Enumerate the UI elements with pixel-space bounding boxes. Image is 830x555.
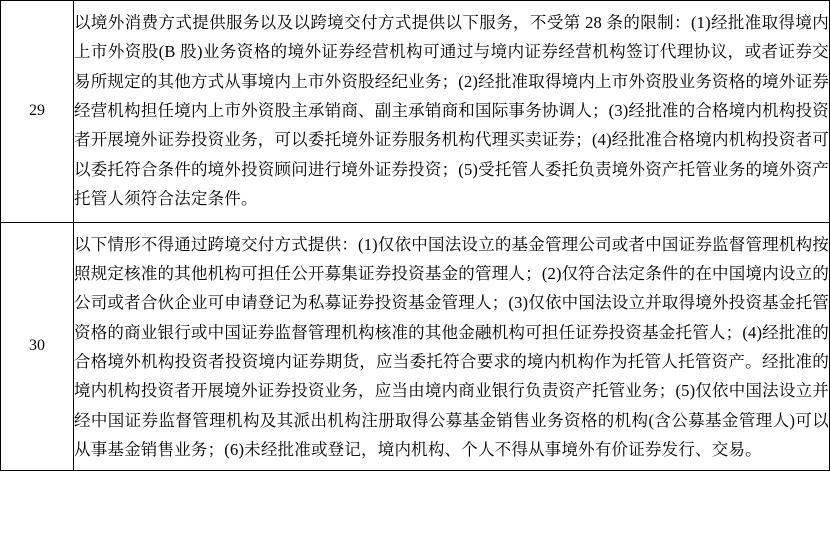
row-content-cell [74,222,830,471]
provision-text: 以境外消费方式提供服务以及以跨境交付方式提供以下服务，不受第 28 条的限制：(1)经批准取得境内上市外资股(B 股)业务资格的境外证券经营机构可通过与境内证券经营机构签订代理协议，或者证券交易所规定的其他方式从事境内上市外资股经纪业务；(2)经批准取得境内上市外资股业务资格的境外证券经营机构担任境内上市外资股主承销商、副主承销商和国际事务协调人；(3)经批准的合格境内机构投资者开展境外证券投资业务，可以委托境外证券服务机构代理买卖证券；(4)经批准合格境内机构投资者可以委托符合条件的境外投资顾问进行境外证券投资；(5)受托管人委托负责境外资产托管业务的境外资产托管人须符合法定条件。 [74,13,829,209]
table-body [1,1,830,471]
row-number-cell: 30 [1,222,74,471]
row-content-cell [74,1,830,223]
table-row [1,1,830,223]
provision-text: 以下情形不得通过跨境交付方式提供：(1)仅依中国法设立的基金管理公司或者中国证券监督管理机构按照规定核准的其他机构可担任公开募集证券投资基金的管理人；(2)仅符合法定条件的在中国境内设立的公司或者合伙企业可申请登记为私募证券投资基金管理人；(3)仅依中国法设立并取得境外投资基金托管资格的商业银行或中国证券监督管理机构核准的其他金融机构可担任证券投资基金托管人；(4)经批准的合格境外机构投资者投资境内证券期货，应当委托符合要求的境内机构作为托管人托管资产。经批准的境内机构投资者开展境外证券投资业务，应当由境内商业银行负责资产托管业务；(5)仅依中国法设立并经中国证券监督管理机构及其派出机构注册取得公募基金销售业务资格的机构(含公募基金管理人)可以从事基金销售业务；(6)未经批准或登记，境内机构、个人不得从事境外有价证券发行、交易。 [74,234,829,460]
row-number-cell: 29 [1,1,74,223]
table-row [1,222,830,471]
